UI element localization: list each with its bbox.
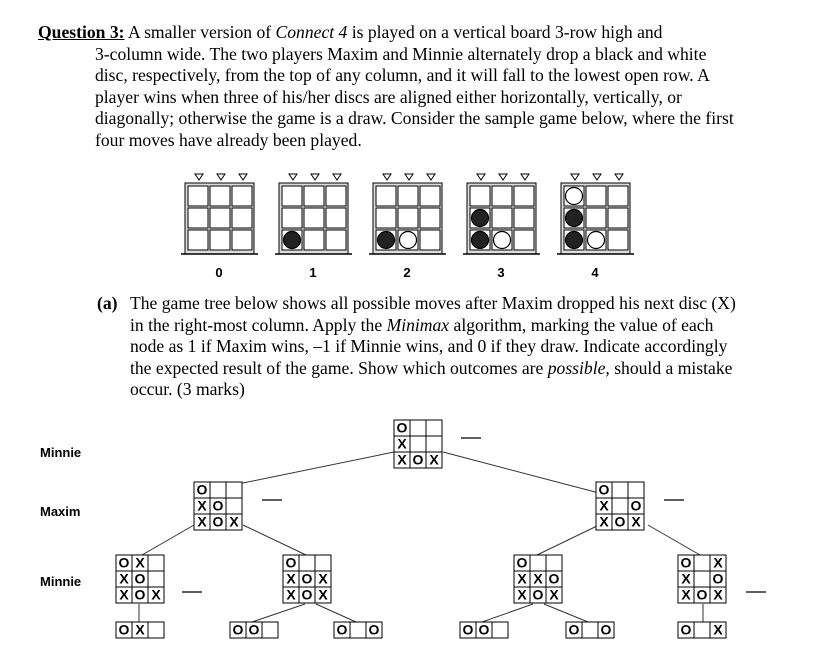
x-mark: X bbox=[397, 451, 407, 468]
tree-cell bbox=[148, 571, 164, 587]
o-mark: O bbox=[336, 621, 348, 638]
leaf-node-3 bbox=[334, 622, 382, 639]
edge-b-5 bbox=[544, 604, 588, 622]
tree-cell bbox=[426, 436, 442, 452]
edge-r-2 bbox=[648, 525, 700, 555]
x-mark: X bbox=[599, 497, 609, 514]
tree-cell bbox=[628, 482, 644, 498]
tree-cell bbox=[582, 622, 598, 638]
board-label: 4 bbox=[591, 265, 599, 280]
o-mark: O bbox=[712, 570, 724, 587]
tree-cell bbox=[148, 622, 164, 638]
x-mark: X bbox=[517, 586, 527, 603]
tree-cell bbox=[612, 498, 628, 514]
x-mark: X bbox=[229, 513, 239, 530]
x-mark: X bbox=[286, 586, 296, 603]
x-mark: X bbox=[549, 586, 559, 603]
minnie-node-3 bbox=[514, 555, 562, 604]
root-node bbox=[394, 420, 442, 469]
tree-cell bbox=[530, 555, 546, 571]
x-mark: X bbox=[713, 621, 723, 638]
o-mark: O bbox=[568, 621, 580, 638]
o-mark: O bbox=[630, 497, 642, 514]
tree-cell bbox=[612, 482, 628, 498]
tree-cell bbox=[694, 555, 710, 571]
board-label: 0 bbox=[215, 265, 223, 280]
x-mark: X bbox=[533, 570, 543, 587]
x-mark: X bbox=[135, 554, 145, 571]
question-text: Question 3: A smaller version of Connect 4 is played on a vertical board 3-row high and 3-column wide. The two players Maxim and Minnie alternately drop a black and white disc, respectively, from the top of any column, and it will fall to the lowest open row. A player wins when three of his/her discs are aligned either horizontally, vertically, or diagonally; otherwise the game is a draw. Consider the sample game below, where the first four moves have already been played. bbox=[38, 22, 738, 152]
o-mark: O bbox=[285, 554, 297, 571]
o-mark: O bbox=[478, 621, 490, 638]
o-mark: O bbox=[118, 621, 130, 638]
tree-cell bbox=[315, 555, 331, 571]
leaf-node-6 bbox=[678, 622, 726, 639]
x-mark: X bbox=[318, 586, 328, 603]
tree-cell bbox=[210, 482, 226, 498]
tree-cell bbox=[410, 420, 426, 436]
o-mark: O bbox=[548, 570, 560, 587]
edge-l-2 bbox=[243, 525, 306, 555]
x-mark: X bbox=[151, 586, 161, 603]
o-mark: O bbox=[680, 621, 692, 638]
tree-cell bbox=[148, 555, 164, 571]
o-mark: O bbox=[680, 554, 692, 571]
part-a: (a) The game tree below shows all possible moves after Maxim dropped his next disc (X) in the right-most column. Apply the Minimax algorithm, marking the value of each node as 1 if Maxim wins, –1 if Minnie wins, and 0 if they draw. Indicate accordingly the expected result of the game. Show which outcomes are possible, should a mistake occur. (3 marks) bbox=[97, 293, 736, 400]
tree-cell bbox=[299, 555, 315, 571]
tree-cell bbox=[694, 571, 710, 587]
edge-b-4 bbox=[482, 604, 533, 622]
edge-root-right bbox=[443, 452, 599, 493]
tree-cell bbox=[226, 482, 242, 498]
o-mark: O bbox=[516, 554, 528, 571]
level-label-minnie-2: Minnie bbox=[40, 574, 82, 589]
edge-b-3 bbox=[316, 604, 356, 622]
o-mark: O bbox=[301, 586, 313, 603]
o-mark: O bbox=[212, 513, 224, 530]
question-number: Question 3: bbox=[38, 22, 125, 42]
o-mark: O bbox=[118, 554, 130, 571]
minnie-node-1 bbox=[116, 555, 164, 604]
tree-cell bbox=[350, 622, 366, 638]
board-label: 3 bbox=[497, 265, 505, 280]
leaf-node-4 bbox=[460, 622, 508, 639]
part-a-label: (a) bbox=[97, 293, 118, 313]
x-mark: X bbox=[517, 570, 527, 587]
tree-cell bbox=[226, 498, 242, 514]
o-mark: O bbox=[134, 586, 146, 603]
o-mark: O bbox=[696, 586, 708, 603]
x-mark: X bbox=[681, 586, 691, 603]
tree-cell bbox=[546, 555, 562, 571]
board-label: 2 bbox=[403, 265, 411, 280]
x-mark: X bbox=[631, 513, 641, 530]
x-mark: X bbox=[397, 435, 407, 452]
o-mark: O bbox=[368, 621, 380, 638]
minnie-node-4 bbox=[678, 555, 726, 604]
x-mark: X bbox=[135, 621, 145, 638]
o-mark: O bbox=[248, 621, 260, 638]
question-body: 3-column wide. The two players Maxim and Minnie alternately drop a black and white disc, respectively, from the top of any column, and it will fall to the lowest open row. A player wins when three of his/her discs are aligned either horizontally, vertically, or diagonally; otherwise the game is a draw. Consider the sample game below, where the first four moves have already been played. bbox=[95, 43, 734, 150]
o-mark: O bbox=[301, 570, 313, 587]
x-mark: X bbox=[713, 586, 723, 603]
o-mark: O bbox=[462, 621, 474, 638]
x-mark: X bbox=[119, 586, 129, 603]
board-label: 1 bbox=[309, 265, 317, 280]
x-mark: X bbox=[429, 451, 439, 468]
x-mark: X bbox=[599, 513, 609, 530]
leaf-node-1 bbox=[116, 622, 164, 639]
o-mark: O bbox=[532, 586, 544, 603]
tree-cell bbox=[410, 436, 426, 452]
x-mark: X bbox=[197, 497, 207, 514]
o-mark: O bbox=[212, 497, 224, 514]
o-mark: O bbox=[412, 451, 424, 468]
leaf-node-5 bbox=[566, 622, 614, 639]
o-mark: O bbox=[614, 513, 626, 530]
o-mark: O bbox=[196, 481, 208, 498]
tree-cell bbox=[262, 622, 278, 638]
x-mark: X bbox=[197, 513, 207, 530]
edge-l-1 bbox=[142, 525, 194, 555]
edge-r-1 bbox=[537, 525, 599, 555]
o-mark: O bbox=[134, 570, 146, 587]
minnie-node-2 bbox=[283, 555, 331, 604]
tree-cell bbox=[694, 622, 710, 638]
x-mark: X bbox=[318, 570, 328, 587]
o-mark: O bbox=[396, 419, 408, 436]
x-mark: X bbox=[286, 570, 296, 587]
maxim-right-node bbox=[596, 482, 644, 531]
x-mark: X bbox=[681, 570, 691, 587]
level-label-maxim: Maxim bbox=[40, 504, 81, 519]
edge-b-2 bbox=[252, 604, 305, 622]
level-label-minnie-1: Minnie bbox=[40, 445, 82, 460]
maxim-left-node bbox=[194, 482, 242, 531]
o-mark: O bbox=[598, 481, 610, 498]
x-mark: X bbox=[713, 554, 723, 571]
o-mark: O bbox=[600, 621, 612, 638]
leaf-node-2 bbox=[230, 622, 278, 639]
o-mark: O bbox=[232, 621, 244, 638]
x-mark: X bbox=[119, 570, 129, 587]
tree-cell bbox=[492, 622, 508, 638]
game-name: Connect 4 bbox=[275, 22, 348, 42]
tree-cell bbox=[426, 420, 442, 436]
